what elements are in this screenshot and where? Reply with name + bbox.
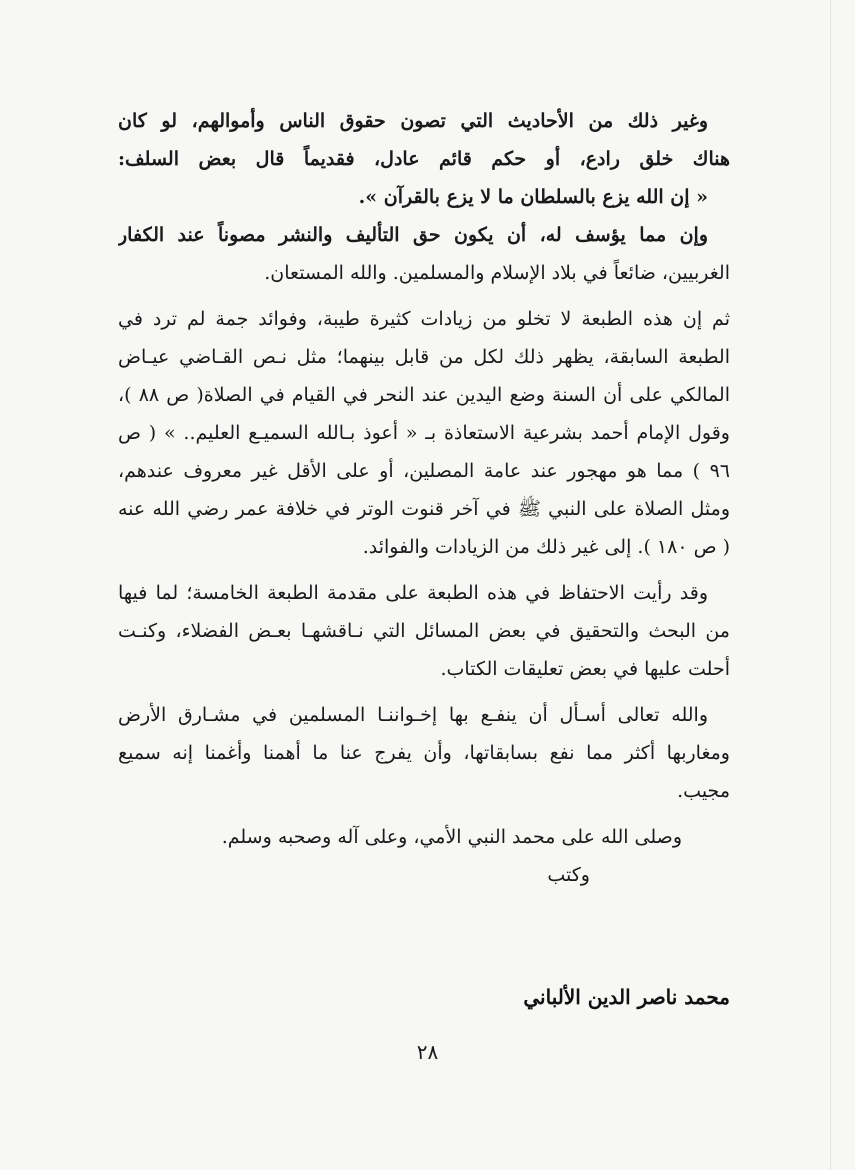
quote-line: « إن الله يزع بالسلطان ما لا يزع بالقرآن ». [358,186,708,208]
text-line: وقول الإمام أحمد بشرعية الاستعاذة بـ « أعوذ بـالله السميـع العليم.. » ( ص [118,422,730,444]
text-line: والله تعالى أسـأل أن ينفـع بها إخـواننـا المسلمين في مشـارق الأرض [118,704,708,726]
text-line: ٩٦ ) مما هو مهجور عند عامة المصلين، أو على الأقل غير معروف عندهم، [118,460,730,482]
page-edge-shadow [830,0,831,1170]
text-line: وقد رأيت الاحتفاظ في هذه الطبعة على مقدمة الطبعة الخامسة؛ لما فيها [118,582,708,604]
text-line: ثم إن هذه الطبعة لا تخلو من زيادات كثيرة طيبة، وفوائد جمة لم ترد في [118,308,730,330]
text-line: هناك خلق رادع، أو حكم قائم عادل، فقديماً قال بعض السلف: [118,148,730,170]
text-line: المالكي على أن السنة وضع اليدين عند النحر في القيام في الصلاة( ص ٨٨ )، [118,384,730,406]
author-signature: محمد ناصر الدين الألباني [523,985,730,1009]
page-body [118,102,730,894]
text-line: أحلت عليها في بعض تعليقات الكتاب. [440,658,730,680]
text-line: وإن مما يؤسف له، أن يكون حق التأليف والنشر مصوناً عند الكفار [118,224,708,246]
text-line: مجيب. [677,780,730,802]
wrote-label: وكتب [547,864,590,886]
text-line: ومغاربها أكثر مما نفع بسابقاتها، وأن يفرج عنا ما أهمنا وأغمنا إنه سميع [118,742,730,764]
text-line: من البحث والتحقيق في بعض المسائل التي نـاقشهـا بعـض الفضلاء، وكنـت [118,620,730,642]
closing-line: وصلى الله على محمد النبي الأمي، وعلى آله وصحبه وسلم. [221,826,682,848]
text-line: ( ص ١٨٠ ). إلى غير ذلك من الزيادات والفوائد. [362,536,730,558]
text-line: ومثل الصلاة على النبي ﷺ في آخر قنوت الوتر في خلافة عمر رضي الله عنه [118,498,730,520]
text-line: الغربيين، ضائعاً في بلاد الإسلام والمسلمين. والله المستعان. [264,262,730,284]
text-line: وغير ذلك من الأحاديث التي تصون حقوق الناس وأموالهم، لو كان [118,110,708,132]
text-line: الطبعة السابقة، يظهر ذلك لكل من قابل بينهما؛ مثل نـص القـاضي عيـاض [118,346,730,368]
page-number: ٢٨ [416,1040,439,1064]
